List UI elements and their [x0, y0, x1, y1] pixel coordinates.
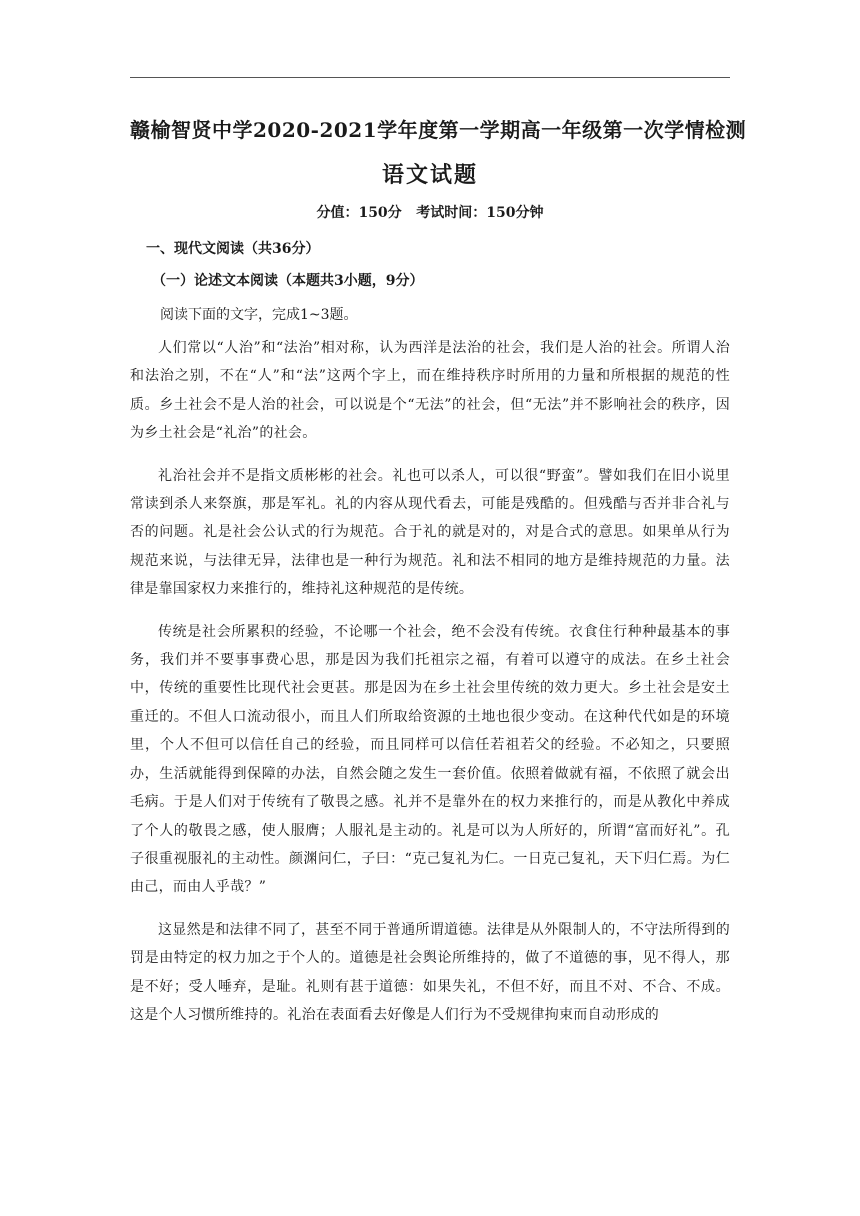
header-rule	[130, 77, 730, 78]
exam-title: 赣榆智贤中学2020-2021学年度第一学期高一年级第一次学情检测	[130, 118, 747, 142]
reading-instruction: 阅读下面的文字，完成1~3题。	[160, 307, 358, 323]
exam-subtitle: 语文试题	[381, 162, 478, 188]
exam-meta: 分值：150分 考试时间：150分钟	[316, 205, 544, 221]
passage-paragraph: 传统是社会所累积的经验，不论哪一个社会，绝不会没有传统。衣食住行种种最基本的事务，我们并不要事事费心思，那是因为我们托祖宗之福，有着可以遵守的成法。在乡土社会中，传统的重要性比现代社会更甚。那是因为在乡土社会里传统的效力更大。乡土社会是安土重迁的。不但人口流动很小，而且人们所取给资源的土地也很少变动。在这种代代如是的环境里，个人不但可以信任自己的经验，而且同样可以信任若祖若父的经验。不必知之，只要照办，生活就能得到保障的办法，自然会随之发生一套价值。依照着做就有福，不依照了就会出毛病。于是人们对于传统有了敬畏之感。礼并不是靠外在的权力来推行的，而是从教化中养成了个人的敬畏之感，使人服膺；人服礼是主动的。礼是可以为人所好的，所谓“富而好礼”。孔子很重视服礼的主动性。颜渊问仁，子曰：“克己复礼为仁。一日克己复礼，天下归仁焉。为仁由己，而由人乎哉？”	[130, 623, 730, 896]
passage-paragraph: 这显然是和法律不同了，甚至不同于普通所谓道德。法律是从外限制人的，不守法所得到的罚是由特定的权力加之于个人的。道德是社会舆论所维持的，做了不道德的事，见不得人，那是不好；受人唾弃，是耻。礼则有甚于道德：如果失礼，不但不好，而且不对、不合、不成。这是个人习惯所维持的。礼治在表面看去好像是人们行为不受规律拘束而自动形成的	[130, 921, 730, 1023]
subsection-heading: （一）论述文本阅读（本题共3小题，9分）	[152, 273, 424, 289]
section-heading: 一、现代文阅读（共36分）	[146, 241, 320, 257]
passage-paragraph: 人们常以“人治”和“法治”相对称，认为西洋是法治的社会，我们是人治的社会。所谓人治和法治之别，不在“人”和“法”这两个字上，而在维持秩序时所用的力量和所根据的规范的性质。乡土社会不是人治的社会，可以说是个“无法”的社会，但“无法”并不影响社会的秩序，因为乡土社会是“礼治”的社会。	[130, 340, 730, 442]
passage-paragraph: 礼治社会并不是指文质彬彬的社会。礼也可以杀人，可以很“野蛮”。譬如我们在旧小说里常读到杀人来祭旗，那是军礼。礼的内容从现代看去，可能是残酷的。但残酷与否并非合礼与否的问题。礼是社会公认式的行为规范。合于礼的就是对的，对是合式的意思。如果单从行为规范来说，与法律无异，法律也是一种行为规范。礼和法不相同的地方是维持规范的力量。法律是靠国家权力来推行的，维持礼这种规范的是传统。	[130, 467, 730, 598]
passage-body	[130, 334, 730, 1043]
